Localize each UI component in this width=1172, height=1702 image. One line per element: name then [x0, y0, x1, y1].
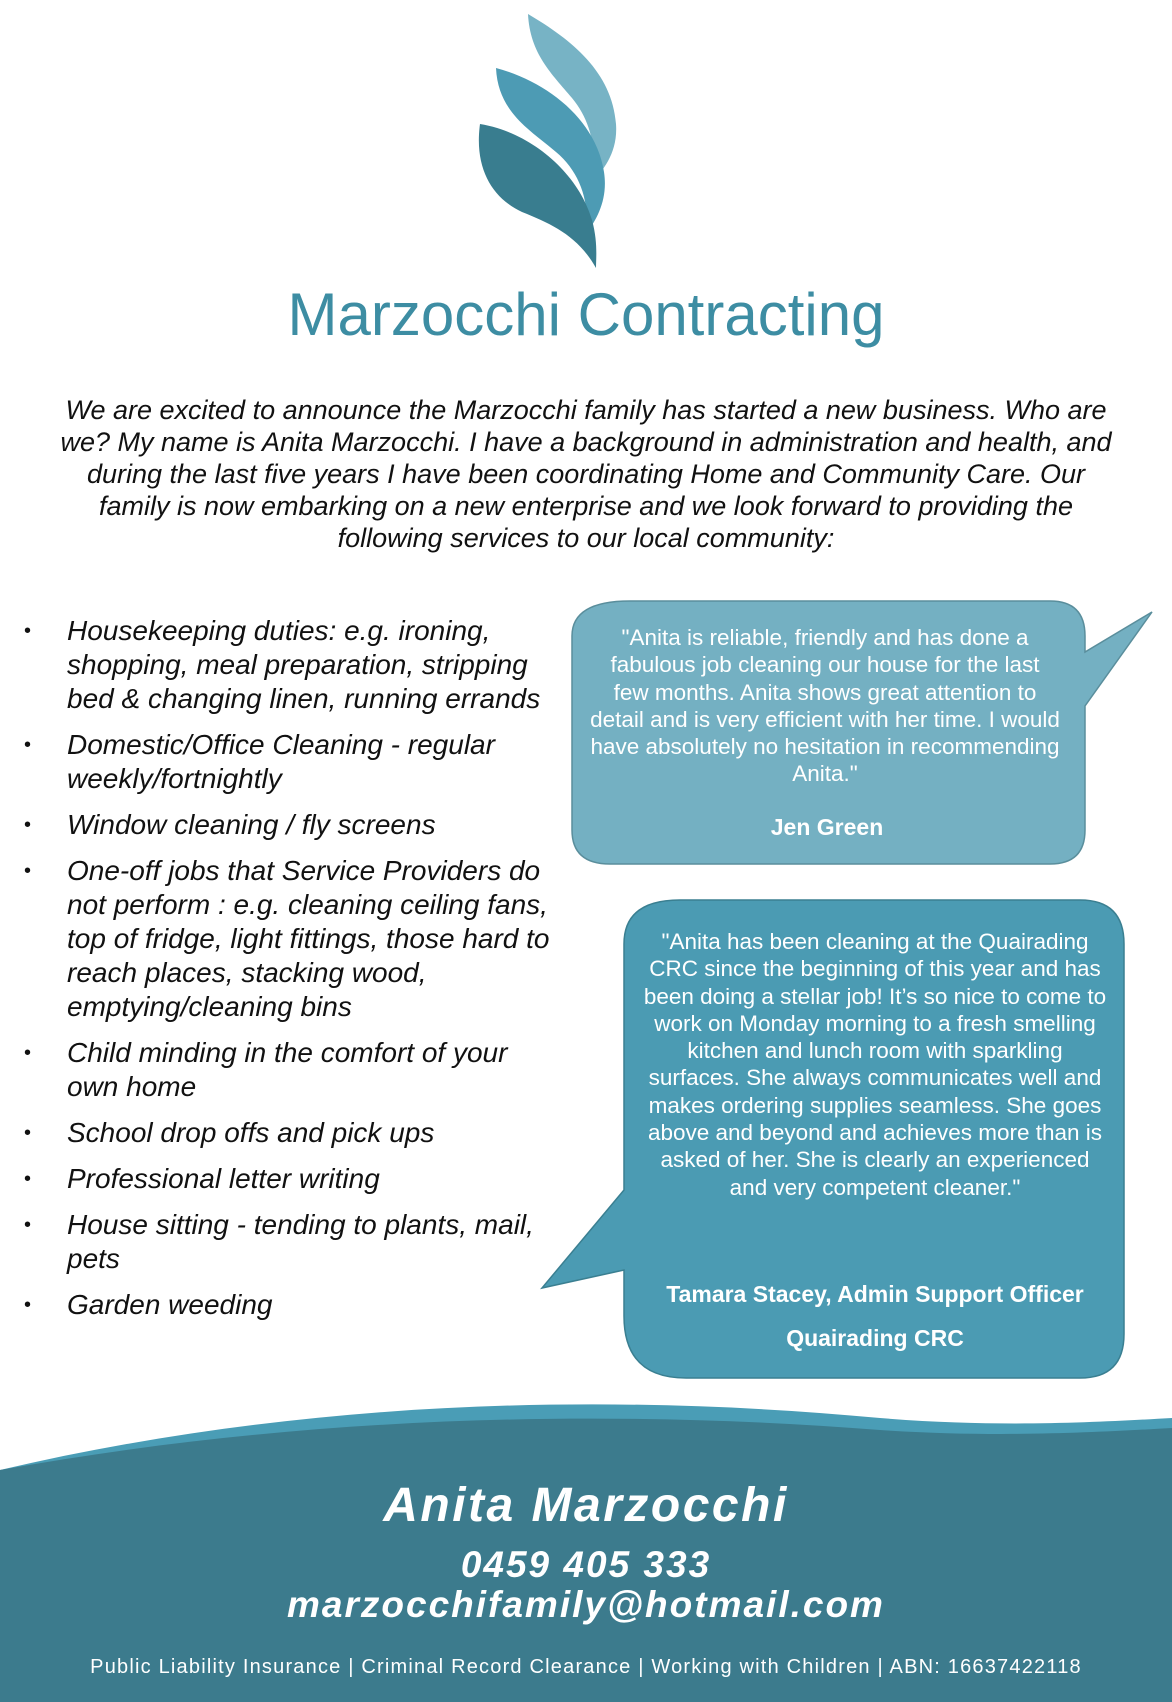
bullet: •	[24, 860, 32, 882]
bullet: •	[24, 1294, 32, 1316]
service-text: Child minding in the comfort of your own home	[67, 1037, 508, 1102]
service-text: House sitting - tending to plants, mail, pets	[67, 1209, 534, 1274]
service-text: Garden weeding	[67, 1289, 273, 1320]
contact-email: marzocchifamily@hotmail.com	[287, 1584, 885, 1625]
service-text: Domestic/Office Cleaning - regular weekly/fortnightly	[67, 729, 495, 794]
contact-name: Anita Marzocchi	[383, 1479, 789, 1532]
bullet: •	[24, 1042, 32, 1064]
bullet: •	[24, 814, 32, 836]
testimonial-author-2: Tamara Stacey, Admin Support Officer Quairading CRC	[666, 1281, 1084, 1351]
bullet: •	[24, 1122, 32, 1144]
contact-phone: 0459 405 333	[460, 1544, 712, 1585]
bullet: •	[24, 734, 32, 756]
service-text: Housekeeping duties: e.g. ironing, shopping, meal preparation, stripping bed & changing linen, running errands	[67, 615, 541, 714]
bullet: •	[24, 1214, 32, 1236]
testimonial-quote-2: "Anita has been cleaning at the Quairading CRC since the beginning of this year and has been doing a stellar job! It’s so nice to come to work on Monday morning to a fresh smelling kitchen and lunch room with sparkling surfaces. She always communicates well and makes ordering supplies seamless. She goes above and beyond and achieves more than is asked of her. She is clearly an experienced and very competent cleaner."	[643, 929, 1107, 1200]
service-text: Window cleaning / fly screens	[67, 809, 436, 840]
service-text: School drop offs and pick ups	[67, 1117, 435, 1148]
testimonial-author-1: Jen Green	[770, 814, 884, 840]
service-text: Professional letter writing	[67, 1163, 380, 1194]
credentials-bar: Public Liability Insurance | Criminal Record Clearance | Working with Children | ABN: 16637422118	[90, 1656, 1082, 1678]
service-text: One-off jobs that Service Providers do not perform : e.g. cleaning ceiling fans, top of fridge, light fittings, those hard to reach places, stacking wood, emptying/cleaning bins	[67, 855, 550, 1022]
bullet: •	[24, 620, 32, 642]
testimonial-quote-1: "Anita is reliable, friendly and has done a fabulous job cleaning our house for the last few months. Anita shows great attention to detail and is very efficient with her time. I would have absolutely no hesitation in recommending Anita."	[590, 625, 1060, 787]
bullet: •	[24, 1168, 32, 1190]
intro-paragraph: We are excited to announce the Marzocchi family has started a new business. Who are we? My name is Anita Marzocchi. I have a background in administration and health, and during the last five years I have been coordinating Home and Community Care. Our family is now embarking on a new enterprise and we look forward to providing the following services to our local community:	[60, 395, 1112, 553]
company-title: Marzocchi Contracting	[287, 281, 885, 348]
